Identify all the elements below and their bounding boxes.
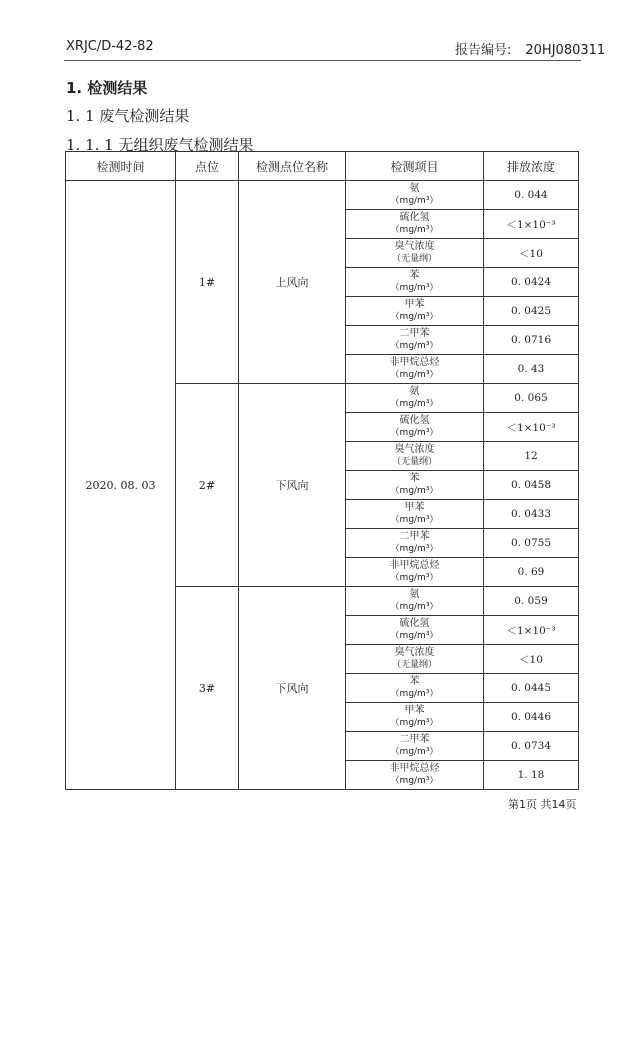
cell-item [346, 587, 484, 616]
col-header-time: 检测时间 [66, 152, 176, 181]
cell-concentration: 0. 059 [484, 587, 579, 616]
cell-concentration: 0. 044 [484, 181, 579, 210]
cell-item [346, 297, 484, 326]
cell-concentration: 0. 0446 [484, 703, 579, 732]
col-header-location: 检测点位名称 [239, 152, 346, 181]
item-unit: （mg/m³） [390, 544, 439, 554]
cell-concentration: ＜1×10⁻³ [484, 210, 579, 239]
cell-item [346, 674, 484, 703]
item-name: 硫化氢 [399, 212, 430, 223]
report-number [455, 39, 605, 58]
item-unit: （mg/m³） [390, 776, 439, 786]
cell-item [346, 210, 484, 239]
item-unit: （mg/m³） [390, 602, 439, 612]
item-unit: （mg/m³） [390, 486, 439, 496]
cell-concentration: 0. 69 [484, 558, 579, 587]
section-heading-1-1-1: 1. 1. 1 无组织废气检测结果 [66, 136, 254, 154]
item-name: 硫化氢 [399, 415, 430, 426]
item-name: 二甲苯 [399, 531, 430, 542]
blank-margin [0, 870, 640, 1054]
cell-item [346, 442, 484, 471]
item-name: 氨 [409, 183, 420, 194]
cell-concentration: 1. 18 [484, 761, 579, 790]
item-unit: （mg/m³） [390, 718, 439, 728]
item-name: 二甲苯 [399, 328, 430, 339]
results-table [65, 151, 579, 790]
col-header-concentration: 排放浓度 [484, 152, 579, 181]
item-name: 臭气浓度 [394, 647, 435, 658]
cell-item [346, 703, 484, 732]
item-unit: （无量纲） [391, 254, 437, 264]
section-heading-1-1: 1. 1 废气检测结果 [66, 107, 190, 125]
cell-item [346, 761, 484, 790]
col-header-point: 点位 [176, 152, 239, 181]
cell-concentration: 12 [484, 442, 579, 471]
item-name: 非甲烷总烃 [389, 357, 440, 368]
report-number-value: 20HJ080311 [525, 43, 606, 58]
cell-date: 2020. 08. 03 [66, 181, 176, 790]
item-unit: （mg/m³） [390, 283, 439, 293]
item-unit: （mg/m³） [390, 370, 439, 380]
cell-location: 下风向 [239, 587, 346, 790]
item-name: 甲苯 [404, 299, 425, 310]
item-name: 甲苯 [404, 502, 425, 513]
item-name: 非甲烷总烃 [389, 763, 440, 774]
item-unit: （mg/m³） [390, 399, 439, 409]
document-code: XRJC/D-42-82 [66, 39, 154, 54]
item-unit: （mg/m³） [390, 225, 439, 235]
cell-concentration: 0. 0445 [484, 674, 579, 703]
cell-concentration: 0. 43 [484, 355, 579, 384]
item-name: 硫化氢 [399, 618, 430, 629]
cell-concentration: 0. 0458 [484, 471, 579, 500]
header-divider [64, 60, 581, 61]
item-unit: （mg/m³） [390, 689, 439, 699]
cell-point: 3# [176, 587, 239, 790]
cell-item [346, 268, 484, 297]
cell-item [346, 181, 484, 210]
col-header-item: 检测项目 [346, 152, 484, 181]
cell-concentration: ＜10 [484, 239, 579, 268]
item-name: 氨 [409, 589, 420, 600]
cell-item [346, 471, 484, 500]
cell-concentration: ＜1×10⁻³ [484, 616, 579, 645]
cell-item [346, 355, 484, 384]
cell-item [346, 645, 484, 674]
cell-item [346, 500, 484, 529]
item-name: 苯 [409, 676, 420, 687]
cell-item [346, 558, 484, 587]
cell-point: 2# [176, 384, 239, 587]
cell-point: 1# [176, 181, 239, 384]
page-number: 第1页 共14页 [508, 798, 577, 811]
item-name: 苯 [409, 473, 420, 484]
item-name: 甲苯 [404, 705, 425, 716]
cell-concentration: ＜10 [484, 645, 579, 674]
section-heading-1: 1. 检测结果 [66, 79, 148, 97]
cell-concentration: 0. 0755 [484, 529, 579, 558]
report-number-label: 报告编号: [455, 43, 512, 58]
item-unit: （mg/m³） [390, 515, 439, 525]
cell-location: 上风向 [239, 181, 346, 384]
cell-concentration: 0. 0734 [484, 732, 579, 761]
cell-concentration: ＜1×10⁻³ [484, 413, 579, 442]
item-unit: （mg/m³） [390, 428, 439, 438]
item-unit: （无量纲） [391, 660, 437, 670]
item-name: 氨 [409, 386, 420, 397]
cell-item [346, 616, 484, 645]
item-unit: （mg/m³） [390, 341, 439, 351]
item-name: 臭气浓度 [394, 241, 435, 252]
cell-item [346, 239, 484, 268]
table-row [66, 181, 579, 210]
cell-concentration: 0. 0425 [484, 297, 579, 326]
cell-item [346, 326, 484, 355]
cell-concentration: 0. 0716 [484, 326, 579, 355]
cell-item [346, 732, 484, 761]
item-unit: （mg/m³） [390, 631, 439, 641]
item-unit: （mg/m³） [390, 312, 439, 322]
item-unit: （mg/m³） [390, 573, 439, 583]
cell-concentration: 0. 0424 [484, 268, 579, 297]
cell-concentration: 0. 065 [484, 384, 579, 413]
item-name: 二甲苯 [399, 734, 430, 745]
cell-item [346, 413, 484, 442]
item-name: 臭气浓度 [394, 444, 435, 455]
cell-concentration: 0. 0433 [484, 500, 579, 529]
item-unit: （无量纲） [391, 457, 437, 467]
cell-item [346, 384, 484, 413]
cell-location: 下风向 [239, 384, 346, 587]
table-header-row [66, 152, 579, 181]
item-unit: （mg/m³） [390, 747, 439, 757]
item-unit: （mg/m³） [390, 196, 439, 206]
item-name: 苯 [409, 270, 420, 281]
cell-item [346, 529, 484, 558]
item-name: 非甲烷总烃 [389, 560, 440, 571]
